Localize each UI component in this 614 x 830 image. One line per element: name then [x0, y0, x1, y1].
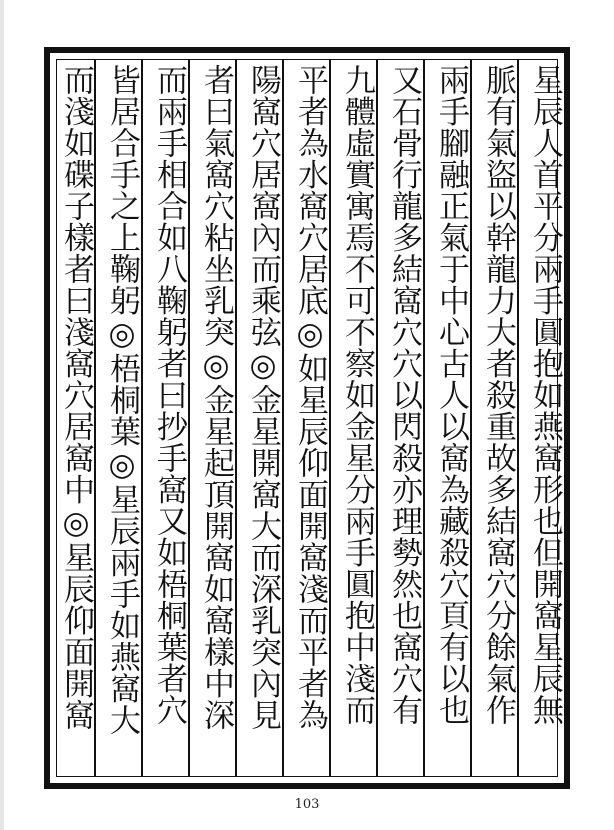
text-column: 脈有氣盜以幹龍力大者殺重故多結窩穴分餘氣作 [480, 64, 516, 726]
text-column: 星辰人首平分兩手圓抱如燕窩形也但開窩星辰無 [527, 64, 563, 726]
text-column: 陽窩穴居窩內而乘弦◎金星開窩大而深乳突內見 [245, 64, 281, 731]
text-column: 皆居合手之上鞠躬◎梧桐葉◎星辰兩手如燕窩大 [104, 64, 140, 736]
text-column: 而兩手相合如八鞠躬者曰抄手窩又如梧桐葉者穴 [151, 64, 187, 726]
text-frame [44, 47, 570, 789]
page-number: 103 [294, 797, 320, 812]
text-column: 兩手腳融正氣于中心古人以窩為藏殺穴頁有以也 [433, 64, 469, 726]
text-column: 平者為水窩穴居底◎如星辰仰面開窩淺而平者為 [292, 64, 328, 731]
text-column: 者曰氣窩穴粘坐乳突◎金星起頂開窩如窩樣中深 [198, 64, 234, 731]
text-frame-inner [56, 59, 563, 777]
text-column: 而淺如碟子樣者曰淺窩穴居窩中◎星辰仰面開窩 [58, 64, 94, 731]
text-column: 又石骨行龍多結窩穴穴以閃殺亦理勢然也窩穴有 [386, 64, 422, 726]
page-edge [0, 0, 4, 830]
text-column: 九體虛實寓焉不可不察如金星分兩手圓抱中淺而 [339, 64, 375, 726]
